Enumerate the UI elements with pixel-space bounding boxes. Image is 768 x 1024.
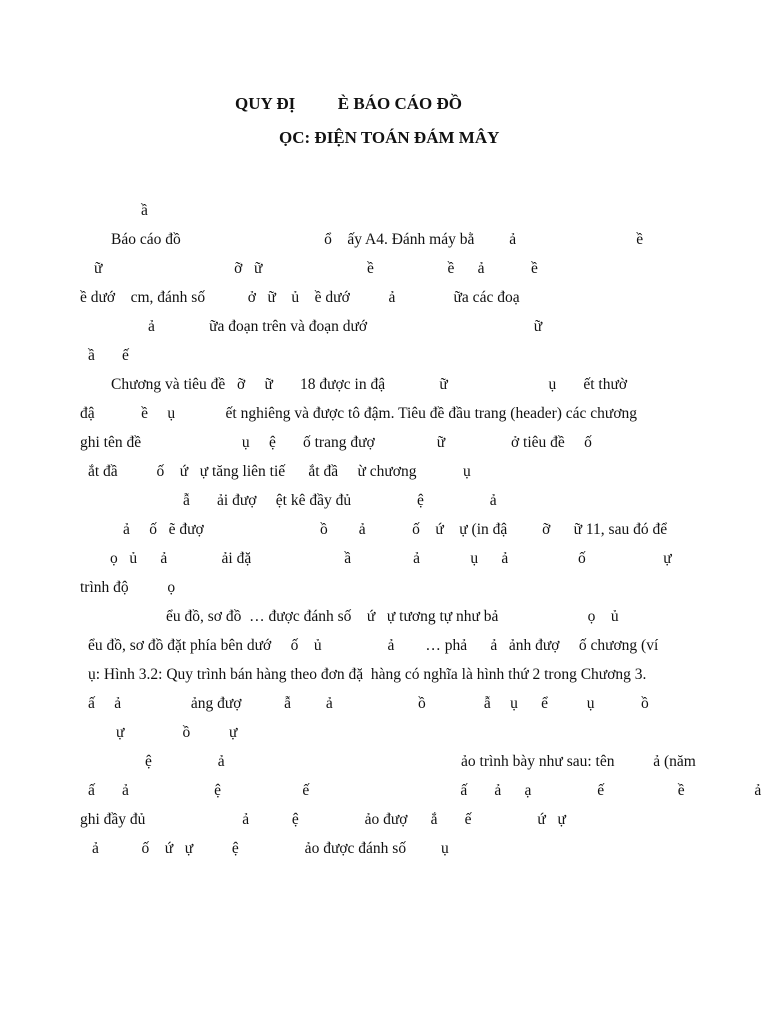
body-line: Chương và tiêu đề ỡ ữ 18 được in đậ ữ ụ ết thườ: [111, 376, 628, 393]
body-line: ả ố ứ ự ệ ảo được đánh số ụ: [92, 840, 449, 857]
body-line: ả ố ẽ đượ ồ ả ố ứ ự (in đậ ỡ ữ 11, sau đó để: [123, 521, 668, 538]
body-line: ấ ả ệ ế ấ ả ạ ế ề ả: [88, 782, 762, 799]
body-line: ệ ả ảo trình bày như sau: tên ả (năm: [145, 753, 696, 770]
title-line-2: ỌC: ĐIỆN TOÁN ĐÁM MÂY: [279, 128, 500, 147]
body-line: ả ữa đoạn trên và đoạn dướ ữ: [148, 318, 543, 335]
body-line: ghi đầy đủ ả ệ ảo đượ ắ ế ứ ự: [80, 811, 566, 828]
body-line: đậ ề ụ ết nghiêng và được tô đậm. Tiêu đề đầu trang (header) các chương: [80, 405, 638, 422]
body-line: ọ ủ ả ải đặ ầ ả ụ ả ố ự: [110, 550, 672, 567]
body-line: ầ: [141, 202, 148, 219]
body-line: ề dướ cm, đánh số ở ữ ủ ề dướ ả ữa các đoạ: [80, 289, 520, 306]
body-line: ự ồ ự: [116, 724, 238, 741]
body-line: ểu đồ, sơ đồ … được đánh số ứ ự tương tự như bả ọ ủ: [166, 608, 619, 625]
body-line: Báo cáo đồ ổ ấy A4. Đánh máy bằ ả ề: [111, 231, 644, 248]
body-line: ghi tên đề ụ ệ ố trang đượ ữ ở tiêu đề ố: [80, 434, 592, 451]
body-line: ầ ế: [88, 347, 129, 364]
body-line: ắt đầ ố ứ ự tăng liên tiế ắt đầ ừ chương ụ: [88, 463, 471, 480]
body-line: ấ ả ảng đượ ẫ ả ồ ẫ ụ ể ụ ồ: [88, 695, 649, 712]
body-line: ữ ỡ ữ ề ề ả ề: [94, 260, 538, 277]
title-line-1: QUY ĐỊ È BÁO CÁO ĐỒ: [235, 94, 462, 113]
body-line: trình độ ọ: [80, 579, 176, 596]
body-line: ểu đồ, sơ đồ đặt phía bên dướ ố ủ ả … phả ả ảnh đượ ố chương (ví: [88, 637, 659, 654]
body-line: ẫ ải đượ ệt kê đầy đủ ệ ả: [183, 492, 497, 509]
body-line: ụ: Hình 3.2: Quy trình bán hàng theo đơn đặ hàng có nghĩa là hình thứ 2 trong Chương 3.: [88, 666, 647, 683]
